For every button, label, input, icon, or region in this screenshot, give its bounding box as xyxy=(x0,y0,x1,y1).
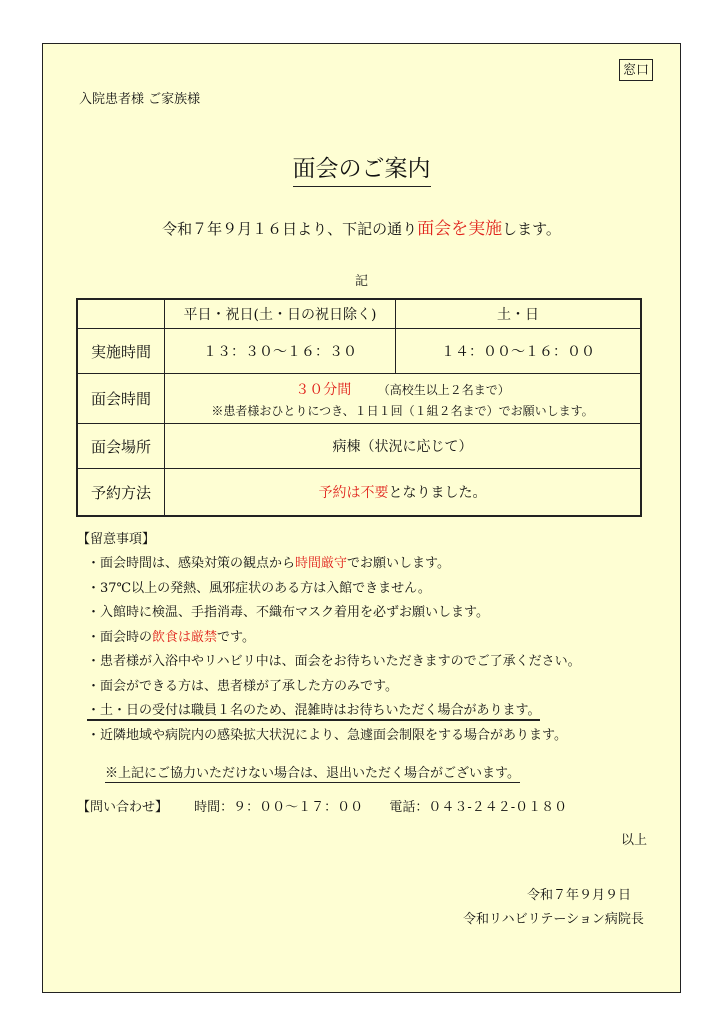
row-duration-note: （高校生以上２名まで） xyxy=(377,382,510,397)
note-highlight: 飲食は厳禁 xyxy=(152,629,218,645)
table-row xyxy=(77,374,641,424)
table-row xyxy=(77,424,641,469)
lead-pre: 令和７年９月１６日より、下記の通り xyxy=(162,220,418,238)
list-item xyxy=(87,626,581,651)
list-item: ・入館時に検温、手指消毒、不織布マスク着用を必ずお願いします。 xyxy=(87,605,489,620)
addressee: 入院患者様 ご家族様 xyxy=(79,92,201,107)
row-reserve-post: となりました。 xyxy=(388,485,487,501)
notice-sheet xyxy=(42,43,681,993)
row-place-label: 面会場所 xyxy=(77,424,165,469)
list-item: ・面会ができる方は、患者様が了承した方のみです。 xyxy=(87,678,398,694)
contact-line xyxy=(77,796,567,815)
row-duration-line2: ※患者様おひとりにつき、１日１回（１組２名まで）でお願いします。 xyxy=(211,403,594,418)
row-duration-value: ３０分間 xyxy=(295,381,352,398)
warning-text: ※上記にご協力いただけない場合は、退出いただく場合がございます。 xyxy=(105,766,520,781)
contact-phone: 電話：０４３-２４２-０１８０ xyxy=(389,800,568,815)
issuer-name: 令和リハビリテーション病院長 xyxy=(463,912,644,927)
header-weekend: 土・日 xyxy=(396,299,642,329)
list-item xyxy=(87,699,581,724)
row-duration-cell xyxy=(165,374,642,424)
row-duration-line1 xyxy=(165,379,640,399)
row-place-value: 病棟（状況に応じて） xyxy=(165,424,642,469)
note-text: です。 xyxy=(217,629,255,645)
header-weekday: 平日・祝日(土・日の祝日除く) xyxy=(165,299,396,329)
note-text: でお願いします。 xyxy=(347,556,450,571)
lead-post: します。 xyxy=(502,220,561,238)
row-time-weekday: １３：３０～１６：３０ xyxy=(165,329,396,374)
page-title xyxy=(43,150,680,183)
table-row xyxy=(77,299,641,329)
notes-list xyxy=(87,552,581,748)
closing-mark: 以上 xyxy=(621,833,648,848)
list-item: ・37℃以上の発熱、風邪症状のある方は入館できません。 xyxy=(87,580,431,596)
table-row xyxy=(77,469,641,517)
table-row xyxy=(77,329,641,374)
row-time-label: 実施時間 xyxy=(77,329,165,374)
row-reserve-cell xyxy=(165,469,642,517)
note-underlined: ・土・日の受付は職員１名のため、混雑時はお待ちいただく場合があります。 xyxy=(87,703,540,721)
list-item: ・近隣地域や病院内の感染拡大状況により、急遽面会制限をする場合があります。 xyxy=(87,727,567,743)
issue-date: 令和７年９月９日 xyxy=(527,888,632,903)
row-duration-label: 面会時間 xyxy=(77,374,165,424)
row-time-weekend: １４：００～１６：００ xyxy=(396,329,642,374)
notes-heading: 【留意事項】 xyxy=(77,532,156,547)
note-text: ・面会時の xyxy=(87,629,153,645)
row-reserve-label: 予約方法 xyxy=(77,469,165,517)
ki-mark: 記 xyxy=(354,274,368,289)
list-item xyxy=(87,552,581,577)
list-item: ・患者様が入浴中やリハビリ中は、面会をお待ちいただきますのでご了承ください。 xyxy=(87,654,581,669)
visit-schedule-table xyxy=(76,298,642,517)
contact-hours: 時間：９：００～１７：００ xyxy=(194,800,364,815)
warning-note xyxy=(105,762,520,781)
lead-highlight: 面会を実施 xyxy=(417,219,503,239)
lead-sentence xyxy=(43,214,680,239)
row-reserve-highlight: 予約は不要 xyxy=(318,485,389,501)
contact-label: 【問い合わせ】 xyxy=(77,800,169,815)
table-cell-empty xyxy=(77,299,165,329)
note-text: ・面会時間は、感染対策の観点から xyxy=(87,556,296,571)
window-tag: 窓口 xyxy=(619,59,653,81)
title-text: 面会のご案内 xyxy=(293,156,431,187)
note-highlight: 時間厳守 xyxy=(295,556,348,571)
